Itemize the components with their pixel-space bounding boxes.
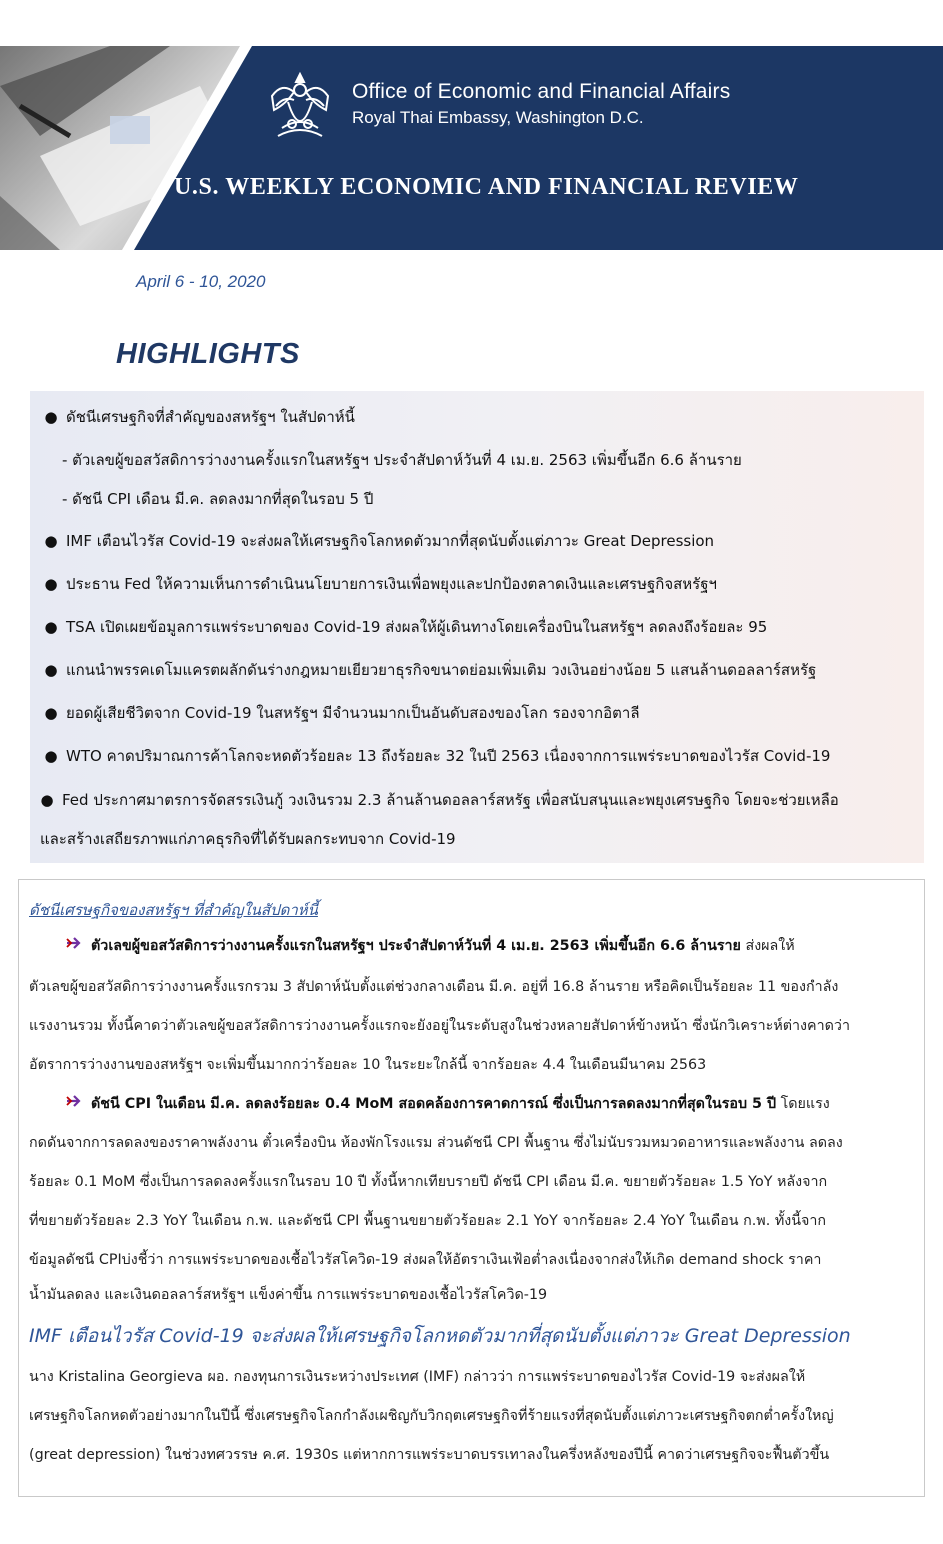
- paragraph-line: อัตราการว่างงานของสหรัฐฯ จะเพิ่มขึ้นมากกว่าร้อยละ 10 ในระยะใกล้นี้ จากร้อยละ 4.4 ในเดือนมีนาคม 2563: [29, 1057, 707, 1073]
- paragraph-unemployment-line: [29, 935, 795, 957]
- highlight-item: [40, 701, 640, 725]
- bullet-icon: ●: [44, 532, 58, 550]
- highlight-text: Fed ประกาศมาตรการจัดสรรเงินกู้ วงเงินรวม 2.3 ล้านล้านดอลลาร์สหรัฐ เพื่อสนับสนุนและพยุงเศรษฐกิจ โดยจะช่วยเหลือ: [62, 791, 839, 809]
- review-title: U.S. WEEKLY ECONOMIC AND FINANCIAL REVIEW: [174, 174, 799, 200]
- bullet-icon: ●: [44, 408, 58, 426]
- highlight-subitem: - ดัชนี CPI เดือน มี.ค. ลดลงมากที่สุดในรอบ 5 ปี: [62, 490, 374, 508]
- paragraph-lead-bold: ดัชนี CPI ในเดือน มี.ค. ลดลงร้อยละ 0.4 MoM สอดคล้องการคาดการณ์ ซึ่งเป็นการลดลงมากที่สุดในรอบ 5 ปี: [91, 1096, 777, 1112]
- garuda-emblem-icon: [262, 66, 338, 144]
- paragraph-line: เศรษฐกิจโลกหดตัวอย่างมากในปีนี้ ซึ่งเศรษฐกิจโลกกำลังเผชิญกับวิกฤตเศรษฐกิจที่ร้ายแรงที่สุดนับตั้งแต่ภาวะเศรษฐกิจตกต่ำครั้งใหญ่: [29, 1408, 834, 1424]
- paragraph-line: (great depression) ในช่วงทศวรรษ ค.ศ. 1930s แต่หากการแพร่ระบาดบรรเทาลงในครึ่งหลังของปีนี้ คาดว่าเศรษฐกิจจะฟื้นตัวขึ้น: [29, 1447, 830, 1463]
- highlight-text: IMF เตือนไวรัส Covid-19 จะส่งผลให้เศรษฐกิจโลกหดตัวมากที่สุดนับตั้งแต่ภาวะ Great Depression: [66, 532, 715, 550]
- arrow-bullet-icon: [65, 1094, 81, 1108]
- highlight-item: [40, 529, 714, 553]
- bullet-icon: ●: [44, 618, 58, 636]
- bullet-icon: ●: [44, 704, 58, 722]
- highlights-title: HIGHLIGHTS: [116, 338, 300, 370]
- highlight-item: [40, 658, 816, 682]
- highlight-text: WTO คาดปริมาณการค้าโลกจะหดตัวร้อยละ 13 ถึงร้อยละ 32 ในปี 2563 เนื่องจากการแพร่ระบาดของไวรัส Covid-19: [66, 747, 831, 765]
- paragraph-text: ส่งผลให้: [740, 938, 795, 954]
- highlight-item-continuation: และสร้างเสถียรภาพแก่ภาคธุรกิจที่ได้รับผลกระทบจาก Covid-19: [40, 830, 456, 848]
- highlight-text: แกนนำพรรคเดโมแครตผลักดันร่างกฎหมายเยียวยาธุรกิจขนาดย่อมเพิ่มเติม วงเงินอย่างน้อย 5 แสนล้านดอลลาร์สหรัฐ: [66, 661, 817, 679]
- paragraph-line: แรงงานรวม ทั้งนี้คาดว่าตัวเลขผู้ขอสวัสดิการว่างงานครั้งแรกจะยังอยู่ในระดับสูงในช่วงหลายสัปดาห์ข้างหน้า ซึ่งนักวิเคราะห์ต่างคาดว่า: [29, 1018, 850, 1034]
- bullet-icon: ●: [40, 791, 54, 809]
- highlight-item: [36, 788, 839, 812]
- highlight-item: [40, 572, 717, 596]
- paragraph-lead-bold: ตัวเลขผู้ขอสวัสดิการว่างงานครั้งแรกในสหรัฐฯ ประจำสัปดาห์วันที่ 4 เม.ย. 2563 เพิ่มขึ้นอีก 6.6 ล้านราย: [91, 938, 741, 954]
- highlights-box: [30, 391, 924, 863]
- paragraph-line: ตัวเลขผู้ขอสวัสดิการว่างงานครั้งแรกรวม 3 สัปดาห์นับตั้งแต่ช่วงกลางเดือน มี.ค. อยู่ที่ 16.8 ล้านราย หรือคิดเป็นร้อยละ 11 ของกำลัง: [29, 979, 839, 995]
- paragraph-line: ที่ขยายตัวร้อยละ 2.3 YoY ในเดือน ก.พ. และดัชนี CPI พื้นฐานขยายตัวร้อยละ 2.1 YoY จากร้อยละ 2.4 YoY ในเดือน ก.พ. ทั้งนี้จาก: [29, 1213, 827, 1229]
- office-name: Office of Economic and Financial Affairs: [352, 80, 731, 103]
- highlight-text: TSA เปิดเผยข้อมูลการแพร่ระบาดของ Covid-19 ส่งผลให้ผู้เดินทางโดยเครื่องบินในสหรัฐฯ ลดลงถึงร้อยละ 95: [66, 618, 768, 636]
- header-banner: [0, 46, 943, 250]
- office-subtitle: Royal Thai Embassy, Washington D.C.: [352, 108, 644, 127]
- bullet-icon: ●: [44, 575, 58, 593]
- paragraph-cpi-line: [29, 1093, 830, 1115]
- highlight-item: [40, 744, 830, 768]
- report-date: April 6 - 10, 2020: [136, 272, 266, 291]
- arrow-bullet-icon: [65, 936, 81, 950]
- section-title-imf: IMF เตือนไวรัส Covid-19 จะส่งผลให้เศรษฐกิจโลกหดตัวมากที่สุดนับตั้งแต่ภาวะ Great Depression: [29, 1325, 851, 1347]
- paragraph-line: น้ำมันลดลง และเงินดอลลาร์สหรัฐฯ แข็งค่าขึ้น การแพร่ระบาดของเชื้อไวรัสโควิด-19: [29, 1287, 548, 1303]
- bullet-icon: ●: [44, 747, 58, 765]
- highlight-text: ยอดผู้เสียชีวิตจาก Covid-19 ในสหรัฐฯ มีจำนวนมากเป็นอันดับสองของโลก รองจากอิตาลี: [66, 704, 640, 722]
- highlight-text: ดัชนีเศรษฐกิจที่สำคัญของสหรัฐฯ ในสัปดาห์นี้: [66, 408, 355, 426]
- paragraph-line: ข้อมูลดัชนี CPIบ่งชี้ว่า การแพร่ระบาดของเชื้อไวรัสโควิด-19 ส่งผลให้อัตราเงินเฟ้อต่ำลงเนื่องจากส่งให้เกิด demand shock ราคา: [29, 1252, 822, 1268]
- highlight-item: [40, 615, 767, 639]
- highlight-subitem: - ตัวเลขผู้ขอสวัสดิการว่างงานครั้งแรกในสหรัฐฯ ประจำสัปดาห์วันที่ 4 เม.ย. 2563 เพิ่มขึ้นอีก 6.6 ล้านราย: [62, 451, 742, 469]
- paragraph-line: กดดันจากการลดลงของราคาพลังงาน ตั๋วเครื่องบิน ห้องพักโรงแรม ส่วนดัชนี CPI พื้นฐาน ซึ่งไม่นับรวมหมวดอาหารและพลังงาน ลดลง: [29, 1135, 843, 1151]
- paragraph-line: นาง Kristalina Georgieva ผอ. กองทุนการเงินระหว่างประเทศ (IMF) กล่าวว่า การแพร่ระบาดของไวรัส Covid-19 จะส่งผลให้: [29, 1369, 806, 1385]
- section-title-indicators: ดัชนีเศรษฐกิจของสหรัฐฯ ที่สำคัญในสัปดาห์นี้: [29, 901, 318, 919]
- paragraph-text: โดยแรง: [776, 1096, 830, 1112]
- detail-section: [18, 879, 925, 1497]
- highlight-item: [40, 405, 355, 429]
- highlight-text: ประธาน Fed ให้ความเห็นการดำเนินนโยบายการเงินเพื่อพยุงและปกป้องตลาดเงินและเศรษฐกิจสหรัฐฯ: [66, 575, 717, 593]
- paragraph-line: ร้อยละ 0.1 MoM ซึ่งเป็นการลดลงครั้งแรกในรอบ 10 ปี ทั้งนี้หากเทียบรายปี ดัชนี CPI เดือน มี.ค. ขยายตัวร้อยละ 1.5 YoY หลังจาก: [29, 1174, 828, 1190]
- bullet-icon: ●: [44, 661, 58, 679]
